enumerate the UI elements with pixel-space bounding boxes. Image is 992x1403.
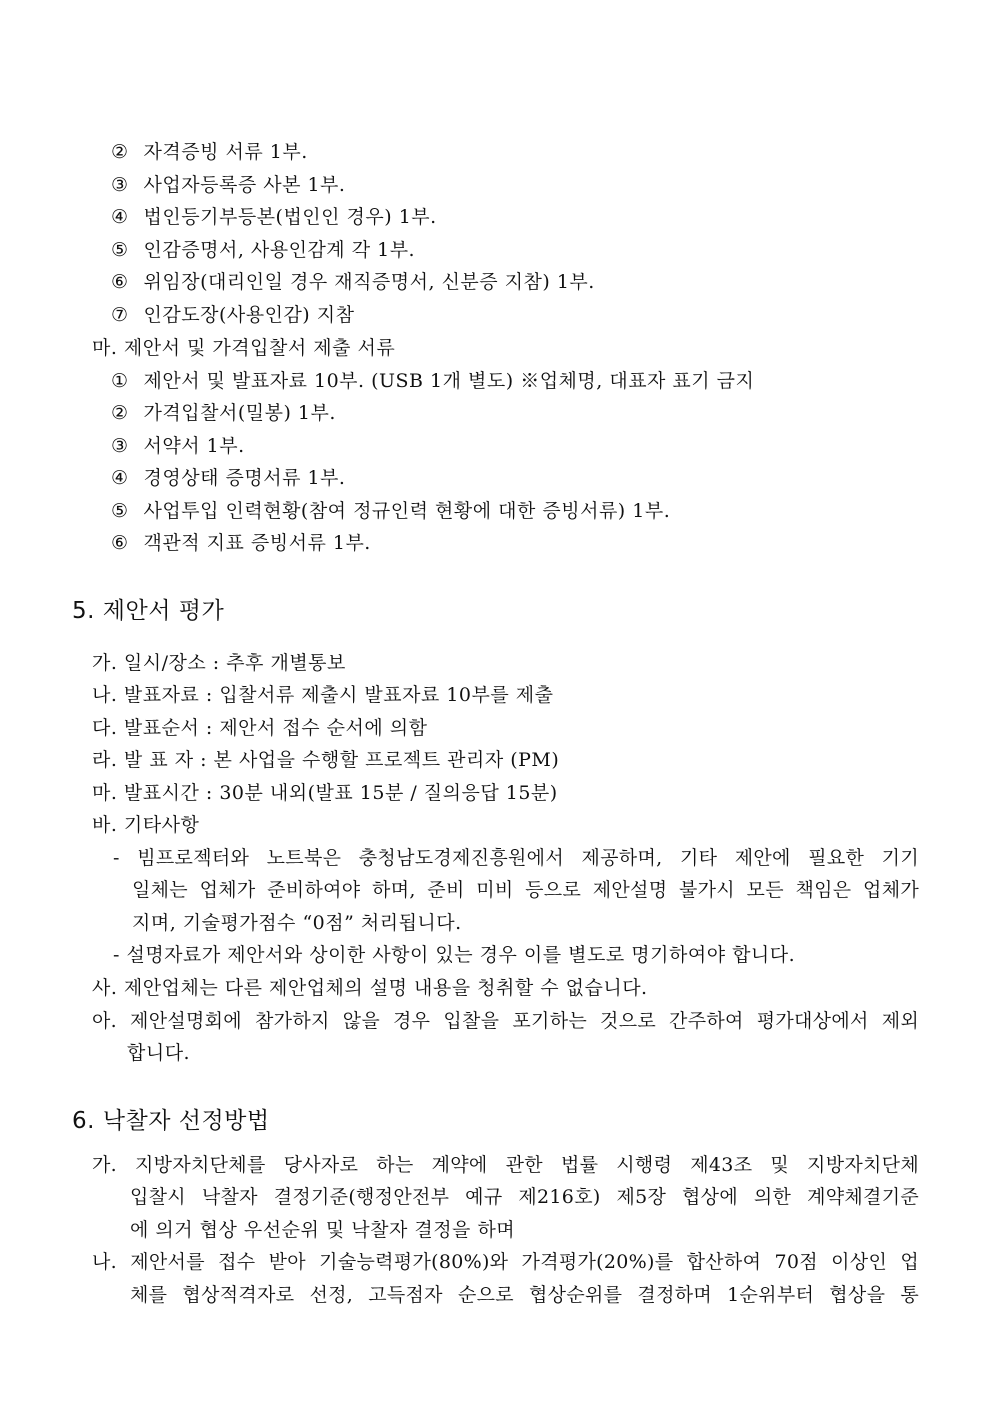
list-item: [111, 270, 595, 294]
list-item-text: 사업투입 인력현황(참여 정규인력 현황에 대한 증빙서류) 1부.: [143, 500, 671, 522]
subsection-title: 마. 제안서 및 가격입찰서 제출 서류: [92, 337, 396, 359]
list-item: [111, 466, 345, 490]
list-item: [111, 238, 415, 262]
list-marker: ⑥: [111, 271, 129, 293]
list-item: 사. 제안업체는 다른 제안업체의 설명 내용을 청취할 수 없습니다.: [92, 977, 648, 999]
list-item-text: 서약서 1부.: [143, 435, 245, 457]
bullet-line: 지며, 기술평가점수 “0점” 처리됩니다.: [132, 912, 462, 934]
list-item-text: 제안서 및 발표자료 10부. (USB 1개 별도) ※업체명, 대표자 표기 금지: [143, 370, 755, 392]
list-marker: ①: [111, 370, 129, 392]
list-item-text: 객관적 지표 증빙서류 1부.: [143, 532, 371, 554]
list-item-text: 인감증명서, 사용인감계 각 1부.: [143, 239, 416, 261]
list-marker: ④: [111, 206, 129, 228]
list-item-continued: 에 의거 협상 우선순위 및 낙찰자 결정을 하며: [130, 1219, 516, 1241]
section-heading: 6. 낙찰자 선정방법: [72, 1108, 270, 1134]
bullet-line: - 빔프로젝터와 노트북은 충청남도경제진흥원에서 제공하며, 기타 제안에 필요한 기기: [113, 847, 919, 869]
bullet-line: - 설명자료가 제안서와 상이한 사항이 있는 경우 이를 별도로 명기하여야 합니다.: [113, 944, 796, 966]
list-marker: ③: [111, 435, 129, 457]
list-item: 마. 발표시간 : 30분 내외(발표 15분 / 질의응답 15분): [92, 782, 558, 804]
list-marker: ④: [111, 467, 129, 489]
list-item: 가. 일시/장소 : 추후 개별통보: [92, 652, 346, 674]
list-item-text: 자격증빙 서류 1부.: [143, 141, 308, 163]
list-marker: ③: [111, 174, 129, 196]
list-item: [111, 499, 670, 523]
list-item: [111, 531, 371, 555]
list-item: 나. 제안서를 접수 받아 기술능력평가(80%)와 가격평가(20%)를 합산하여 70점 이상인 업: [92, 1251, 919, 1273]
list-item-text: 가격입찰서(밀봉) 1부.: [143, 402, 336, 424]
list-item: 아. 제안설명회에 참가하지 않을 경우 입찰을 포기하는 것으로 간주하여 평가대상에서 제외: [92, 1010, 919, 1032]
list-item-continued: 체를 협상적격자로 선정, 고득점자 순으로 협상순위를 결정하며 1순위부터 협상을 통: [130, 1284, 919, 1306]
section-heading: 5. 제안서 평가: [72, 598, 225, 624]
list-item-text: 법인등기부등본(법인인 경우) 1부.: [143, 206, 437, 228]
list-marker: ⑦: [111, 304, 129, 326]
list-item: [111, 303, 354, 327]
list-marker: ⑤: [111, 239, 129, 261]
list-item: 나. 발표자료 : 입찰서류 제출시 발표자료 10부를 제출: [92, 684, 554, 706]
list-item: [111, 369, 754, 393]
list-item: 라. 발 표 자 : 본 사업을 수행할 프로젝트 관리자 (PM): [92, 749, 560, 771]
list-item: 다. 발표순서 : 제안서 접수 순서에 의함: [92, 717, 428, 739]
list-marker: ⑤: [111, 500, 129, 522]
list-item-text: 인감도장(사용인감) 지참: [143, 304, 355, 326]
list-item: [111, 205, 437, 229]
list-item: [111, 434, 245, 458]
bullet-line: 일체는 업체가 준비하여야 하며, 준비 미비 등으로 제안설명 불가시 모든 책임은 업체가: [132, 879, 919, 901]
list-marker: ⑥: [111, 532, 129, 554]
list-item-text: 사업자등록증 사본 1부.: [143, 174, 346, 196]
list-marker: ②: [111, 402, 129, 424]
list-item: [111, 401, 336, 425]
list-item-text: 경영상태 증명서류 1부.: [143, 467, 346, 489]
list-item: [111, 173, 345, 197]
list-item: 가. 지방자치단체를 당사자로 하는 계약에 관한 법률 시행령 제43조 및 지방자치단체: [92, 1154, 919, 1176]
list-item-continued: 입찰시 낙찰자 결정기준(행정안전부 예규 제216호) 제5장 협상에 의한 계약체결기준: [130, 1186, 919, 1208]
list-marker: ②: [111, 141, 129, 163]
list-item: [111, 140, 308, 164]
list-item-text: 위임장(대리인일 경우 재직증명서, 신분증 지참) 1부.: [143, 271, 595, 293]
list-item-continued: 합니다.: [127, 1042, 191, 1064]
list-item: 바. 기타사항: [92, 814, 200, 836]
